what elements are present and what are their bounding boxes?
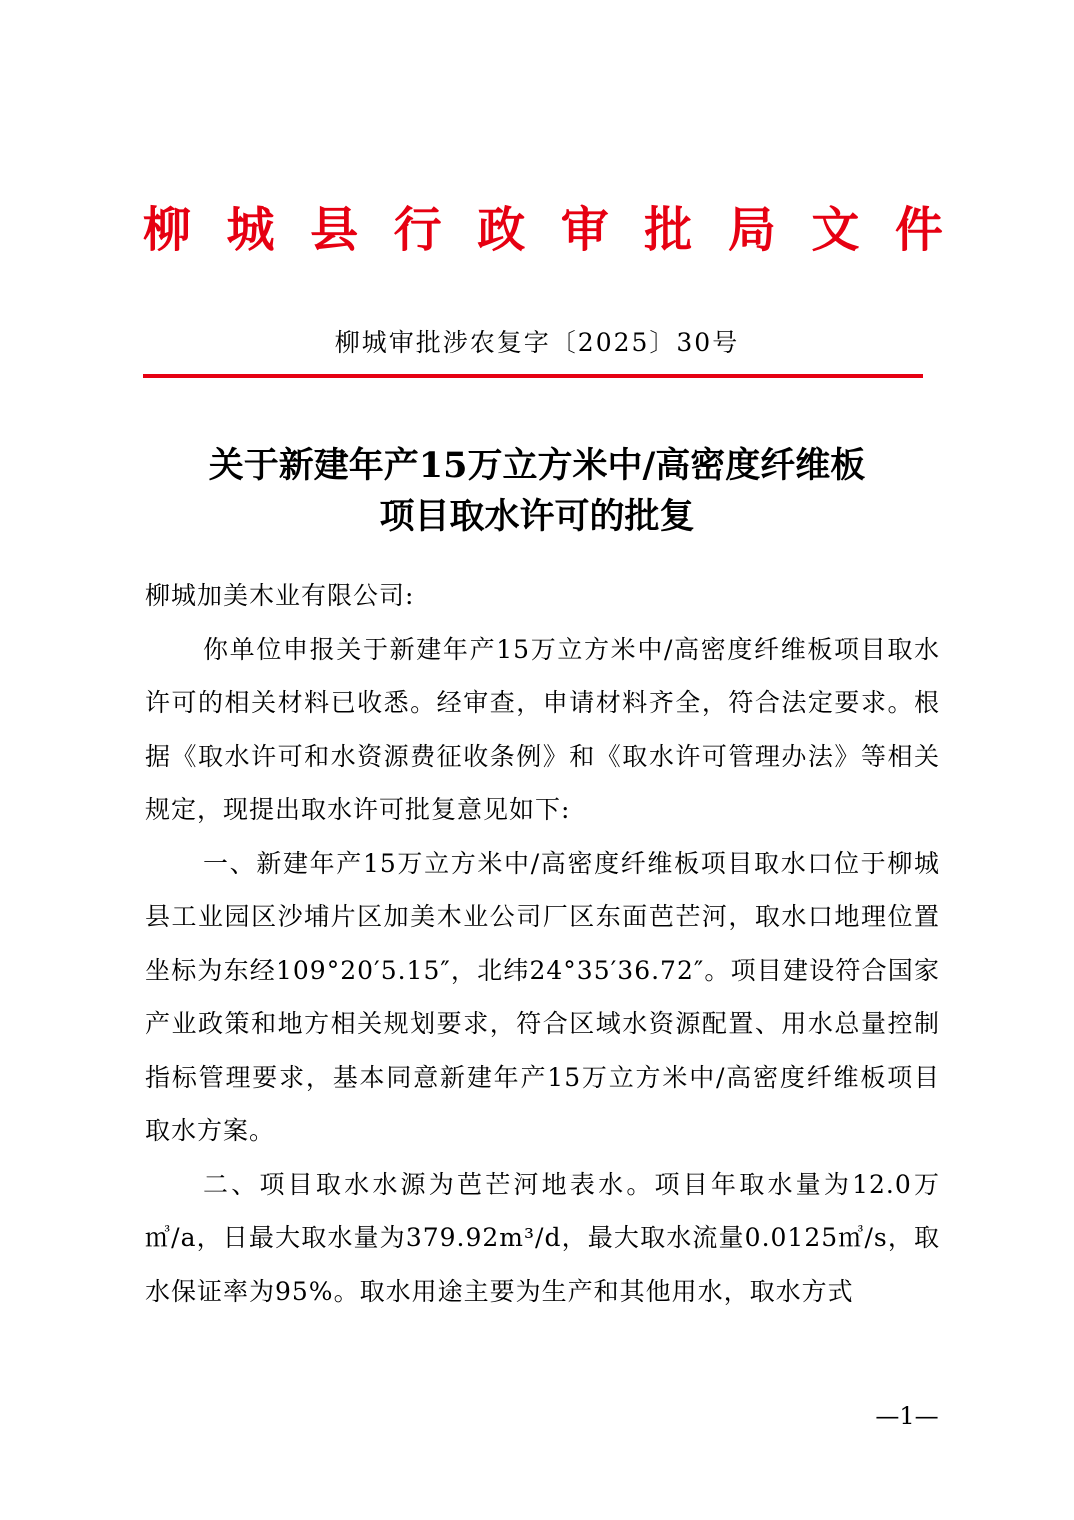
issuer-char: 审 [560,202,609,258]
body-paragraph: 一、新建年产15万立方米中/高密度纤维板项目取水口位于柳城县工业园区沙埔片区加美木业公司厂区东面芭芒河，取水口地理位置坐标为东经109°20′5.15″，北纬24°35′36.72″。项目建设符合国家产业政策和地方相关规划要求，符合区域水资源配置、用水总量控制指标管理要求，基本同意新建年产15万立方米中/高密度纤维板项目取水方案。 [145,848,940,1145]
body-paragraph: 二、项目取水水源为芭芒河地表水。项目年取水量为12.0万㎥/a，日最大取水量为379.92m³/d，最大取水流量0.0125㎥/s，取水保证率为95%。取水用途主要为生产和其他用水，取水方式 [145,1169,940,1306]
issuer-char: 批 [644,202,693,258]
title-line: 关于新建年产15万立方米中/高密度纤维板 [208,445,866,486]
issuer-char: 件 [894,202,943,258]
document-number: 柳城审批涉农复字〔2025〕30号 [334,328,740,357]
document-body [145,569,940,1318]
addressee: 柳城加美木业有限公司: [145,581,415,610]
document-title [0,440,1074,542]
issuer-char: 柳 [143,202,192,258]
page-number: —1— [875,1402,939,1430]
issuer-char: 文 [811,202,860,258]
issuer-char: 局 [727,202,776,258]
issuer-char: 政 [477,202,526,258]
issuer-char: 行 [393,202,442,258]
body-paragraph: 你单位申报关于新建年产15万立方米中/高密度纤维板项目取水许可的相关材料已收悉。经审查，申请材料齐全，符合法定要求。根据《取水许可和水资源费征收条例》和《取水许可管理办法》等相关规定，现提出取水许可批复意见如下: [145,634,940,824]
issuer-char: 城 [226,202,275,258]
issuer-char: 县 [310,202,359,258]
red-divider [143,374,923,378]
issuer-header [143,198,943,262]
title-line: 项目取水许可的批复 [379,496,695,537]
